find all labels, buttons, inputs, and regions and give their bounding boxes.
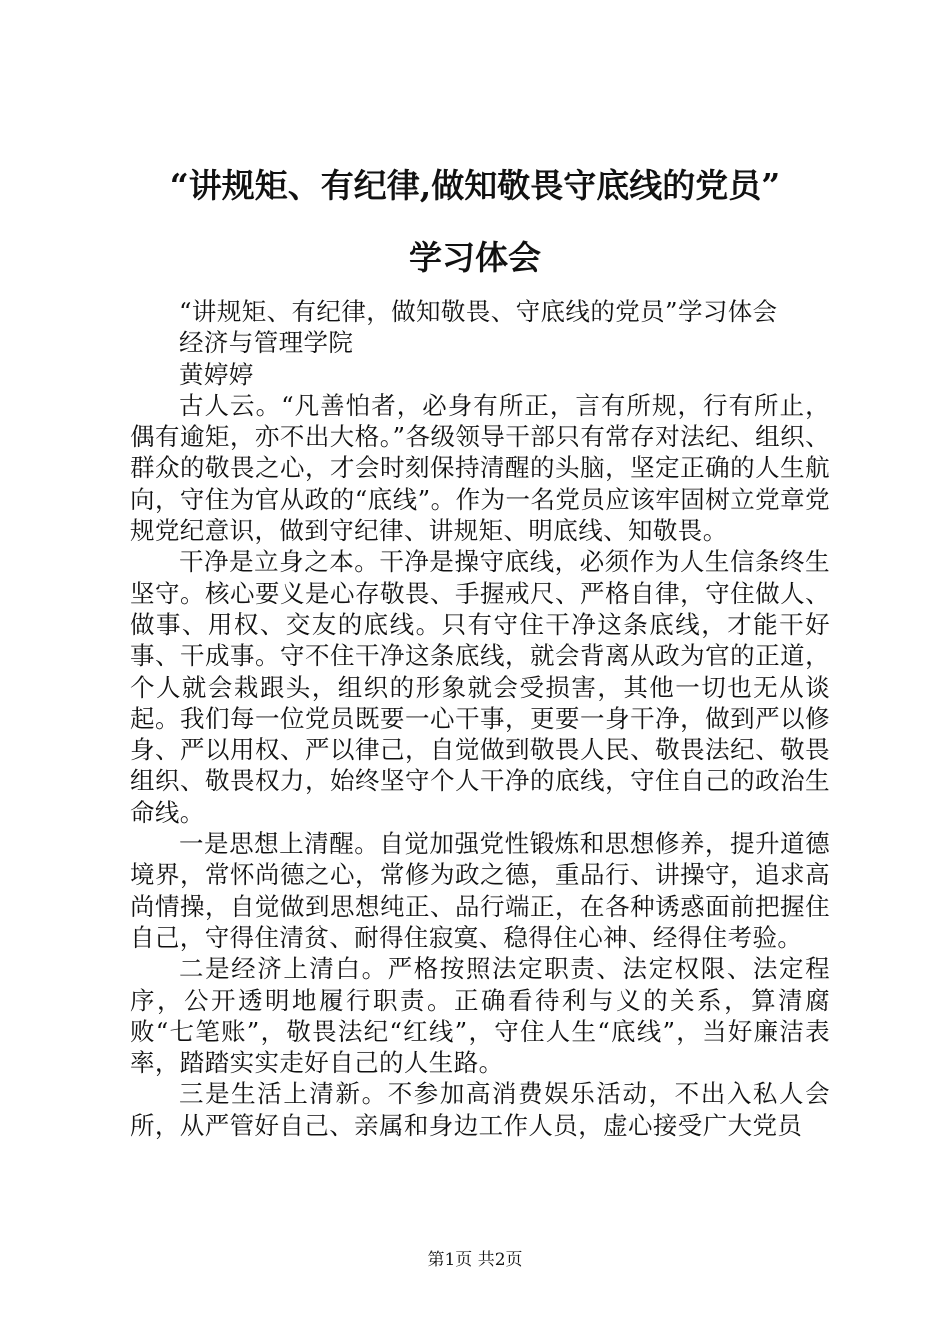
paragraph: 干净是立身之本。干净是操守底线，必须作为人生信条终生坚守。核心要义是心存敬畏、手握戒尺、严格自律，守住做人、做事、用权、交友的底线。只有守住干净这条底线，才能干好事、干成事。守不住干净这条底线，就会背离从政为官的正道，个人就会栽跟头，组织的形象就会受损害，其他一切也无从谈起。我们每一位党员既要一心干事，更要一身干净，做到严以修身、严以用权、严以律己，自觉做到敬畏人民、敬畏法纪、敬畏组织、敬畏权力，始终坚守个人干净的底线，守住自己的政治生命线。 — [130, 547, 830, 827]
title-line-2: 学习体会 — [409, 238, 541, 277]
title-line-1: “讲规矩、有纪律,做知敬畏守底线的党员” — [169, 166, 781, 205]
paragraph: 古人云。“凡善怕者，必身有所正，言有所规，行有所止，偶有逾矩，亦不出大格。”各级领导干部只有常存对法纪、组织、群众的敬畏之心，才会时刻保持清醒的头脑，坚定正确的人生航向，守住为官从政的“底线”。作为一名党员应该牢固树立党章党规党纪意识，做到守纪律、讲规矩、明底线、知敬畏。 — [130, 390, 830, 546]
subtitle: “讲规矩、有纪律，做知敬畏、守底线的党员”学习体会 — [179, 297, 778, 326]
paragraph: 二是经济上清白。严格按照法定职责、法定权限、法定程序，公开透明地履行职责。正确看待利与义的关系，算清腐败“七笔账”，敬畏法纪“红线”，守住人生“底线”，当好廉洁表率，踏踏实实走好自己的人生路。 — [130, 954, 830, 1078]
document-body — [130, 296, 830, 1141]
department: 经济与管理学院 — [179, 328, 354, 358]
document-title — [120, 150, 830, 294]
paragraph: 一是思想上清醒。自觉加强党性锻炼和思想修养，提升道德境界，常怀尚德之心，常修为政之德，重品行、讲操守，追求高尚情操，自觉做到思想纯正、品行端正，在各种诱惑面前把握住自己，守得住清贫、耐得住寂寞、稳得住心神、经得住考验。 — [130, 829, 830, 952]
page-footer: 第1页 共2页 — [427, 1250, 523, 1270]
author: 黄婷婷 — [179, 359, 254, 389]
paragraph: 三是生活上清新。不参加高消费娱乐活动，不出入私人会所，从严管好自己、亲属和身边工作人员，虚心接受广大党员 — [130, 1079, 830, 1140]
